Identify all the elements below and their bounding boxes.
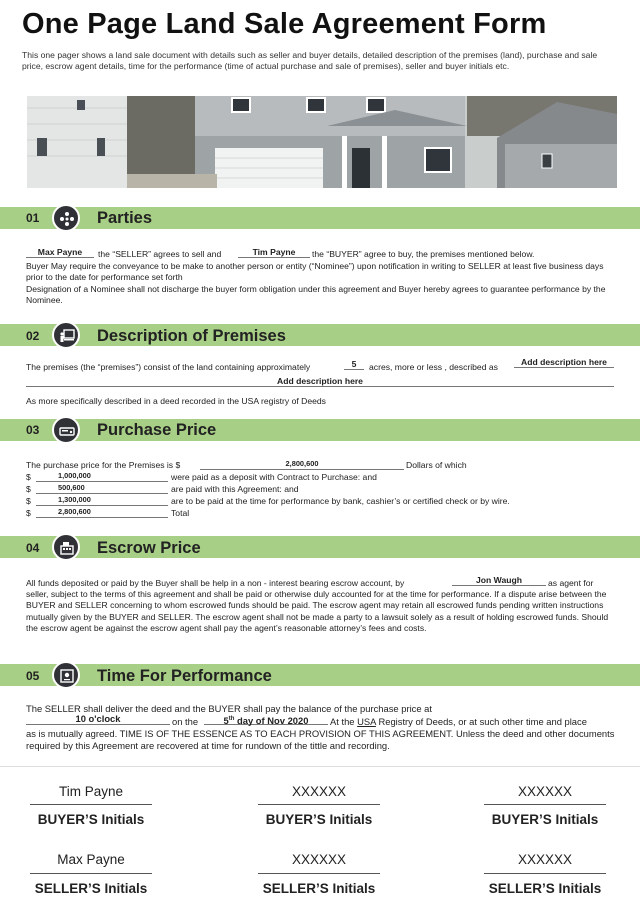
payment-row-symbol: $ [26, 484, 31, 494]
section-title-purchase: Purchase Price [97, 421, 217, 439]
date-rest: day of Nov 2020 [234, 715, 309, 727]
date-day: 5 [223, 715, 229, 727]
payment-row-symbol: $ [26, 496, 31, 506]
seller-initial-name: XXXXXX [291, 852, 347, 867]
card-icon [52, 416, 80, 444]
date-field [204, 714, 328, 725]
signature-line [30, 873, 152, 874]
buyer-initials-label: BUYER’S Initials [37, 812, 145, 827]
premises-paragraph-2: As more specifically described in a deed recorded in the USA registry of Deeds [26, 396, 326, 406]
buyer-initials-label: BUYER’S Initials [265, 812, 373, 827]
buyer-initial-name: XXXXXX [517, 784, 573, 799]
seller-initials-label: SELLER’S Initials [262, 881, 376, 896]
payment-row-amount: 1,000,000 [36, 471, 168, 482]
escrow-text-2: as agent for [548, 578, 594, 588]
section-number: 03 [26, 423, 40, 437]
section-number: 05 [26, 669, 40, 683]
section-bar-premises [0, 324, 640, 346]
presentation-icon [52, 321, 80, 349]
buyer-initials-label: BUYER’S Initials [491, 812, 599, 827]
usa-link: USA [357, 716, 376, 727]
parties-paragraph-3: Designation of a Nominee shall not discharge the buyer form obligation under this agreement and Buyer hereby agrees to guarantee performance by the Nominee. [26, 284, 606, 306]
premises-text-1: The premises (the “premises”) consist of the land containing approximately [26, 362, 311, 372]
signature-line [484, 804, 606, 805]
seller-name-field: Max Payne [26, 247, 94, 258]
parties-text-2: the “BUYER” agree to buy, the premises mentioned below. [312, 249, 535, 259]
time-text-4: Registry of Deeds, or at such other time and place [378, 716, 587, 727]
section-number: 04 [26, 541, 40, 555]
section-number: 02 [26, 329, 40, 343]
house-photo [27, 96, 617, 188]
section-bar-purchase [0, 419, 640, 441]
section-number: 01 [26, 211, 40, 225]
payment-row-amount: 2,800,600 [36, 507, 168, 518]
parties-text-1: the “SELLER” agrees to sell and [98, 249, 222, 259]
description-field-2: Add description here [26, 376, 614, 387]
payment-row-amount: 1,300,000 [36, 495, 168, 506]
purchase-text-2: Dollars of which [406, 460, 467, 470]
page-title: One Page Land Sale Agreement Form [22, 8, 547, 40]
escrow-text-1: All funds deposited or paid by the Buyer shall be help in a non - interest bearing escrow account, by [26, 578, 405, 588]
time-text-1: The SELLER shall deliver the deed and the BUYER shall pay the balance of the purchase price at [26, 703, 432, 714]
payment-row-text: are to be paid at the time for performance by bank, cashier’s or certified check or by wire. [171, 496, 510, 506]
escrow-body: seller, subject to the terms of this agreement and shall be paid or otherwise duly accounted for at the time for performance. If a dispute arise between the BUYER and SELLER concerning to whom escrowed funds should be paid. The escrow agent may retain all escrowed funds pending written instructions mutually given by the BUYER and SELLER. The escrow agent shall not be made a party to a lawsuit solely as a result of holding escrowed funds. Should the escrow agent be against the escrow agent shall pay the agent’s reasonable attorney’s fees and costs. [26, 589, 609, 634]
buyer-initial-name: XXXXXX [291, 784, 347, 799]
payment-row-symbol: $ [26, 472, 31, 482]
payment-row-text: were paid as a deposit with Contract to Purchase: and [171, 472, 377, 482]
payment-row-text: Total [171, 508, 190, 518]
certificate-icon [52, 661, 80, 689]
parties-paragraph-2: Buyer May require the conveyance to be make to another person or entity (“Nominee”) upon notification in writing to SELLER at least five business days prior to the date for performance set forth [26, 261, 604, 283]
section-bar-time [0, 664, 640, 686]
total-price-field: 2,800,600 [200, 459, 404, 470]
signature-line [258, 804, 380, 805]
payment-row-amount: 500,600 [36, 483, 168, 494]
section-bar-escrow [0, 536, 640, 558]
page-subtitle: This one pager shows a land sale document with details such as seller and buyer details, detailed description of the premises (land), purchase and sale price, escrow agent details, time for the performance (time of actual purchase and sale of premises), seller and buyer initials etc. [22, 50, 598, 71]
section-title-time: Time For Performance [97, 667, 272, 685]
time-text-3 [330, 716, 587, 727]
escrow-agent-field: Jon Waugh [452, 575, 546, 586]
seller-initial-name: Max Payne [57, 852, 125, 867]
payment-row-text: are paid with this Agreement: and [171, 484, 299, 494]
acres-field: 5 [344, 359, 364, 370]
seller-initials-label: SELLER’S Initials [34, 881, 148, 896]
payment-row-symbol: $ [26, 508, 31, 518]
section-title-parties: Parties [97, 209, 153, 227]
seller-initials-label: SELLER’S Initials [488, 881, 602, 896]
cash-register-icon [52, 533, 80, 561]
time-text-3a: At the [330, 716, 355, 727]
premises-text-2: acres, more or less , described as [369, 362, 498, 372]
time-body: as is mutually agreed. TIME IS OF THE ESSENCE AS TO EACH PROVISION OF THIS AGREEMENT. Unless the deed and other documents required by this Agreement are recovered at time for rundown of the tittle and recording. [26, 728, 615, 751]
date-ordinal: th [228, 716, 235, 722]
section-title-premises: Description of Premises [97, 327, 286, 345]
purchase-text-1: The purchase price for the Premises is $ [26, 460, 181, 470]
seller-initial-name: XXXXXX [517, 852, 573, 867]
network-icon [52, 204, 80, 232]
signature-line [30, 804, 152, 805]
signature-line [484, 873, 606, 874]
section-title-escrow: Escrow Price [97, 539, 201, 557]
description-field-1: Add description here [514, 357, 614, 368]
time-field: 10 o'clock [26, 714, 170, 725]
time-text-2: on the [172, 716, 199, 727]
buyer-name-field: Tim Payne [238, 247, 310, 258]
buyer-initial-name: Tim Payne [58, 784, 124, 799]
signature-line [258, 873, 380, 874]
section-bar-parties [0, 207, 640, 229]
